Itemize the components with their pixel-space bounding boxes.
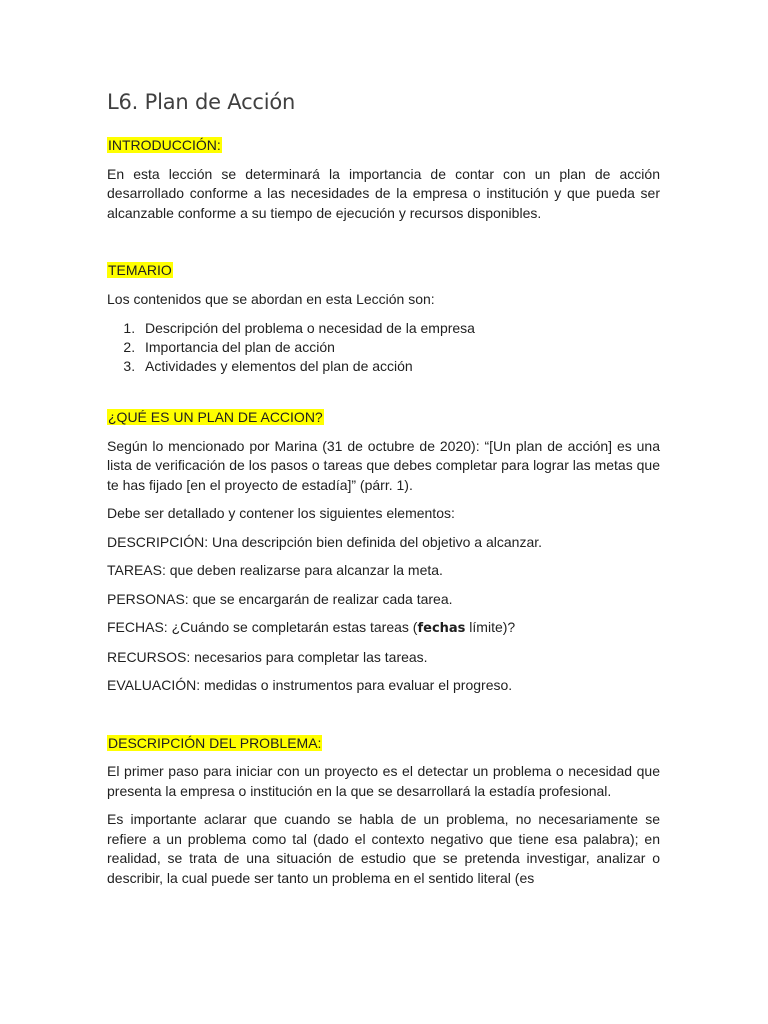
problema-paragraph-1: El primer paso para iniciar con un proyecto es el detectar un problema o necesidad que presenta la empresa o institución en la que se desarrollará la estadía profesional. (107, 763, 660, 799)
list-item: 3. Actividades y elementos del plan de acción (139, 357, 660, 376)
element-tareas: TAREAS: que deben realizarse para alcanzar la meta. (107, 562, 443, 578)
fechas-bold: fechas (417, 621, 466, 636)
que-es-quote: Según lo mencionado por Marina (31 de octubre de 2020): “[Un plan de acción] es una lista de verificación de los pasos o tareas que debes completar para lograr las metas que te has fijado [en el proyecto de estadía]” (párr. 1). (107, 437, 660, 493)
problema-heading (107, 734, 660, 754)
intro-paragraph: En esta lección se determinará la importancia de contar con un plan de acción desarrollado conforme a las necesidades de la empresa o institución y que pueda ser alcanzable conforme a su tiempo de ejecución y recursos disponibles. (107, 165, 660, 221)
que-es-heading (107, 408, 660, 428)
element-recursos: RECURSOS: necesarios para completar las tareas. (107, 648, 428, 665)
list-item: 2. Importancia del plan de acción (139, 338, 660, 357)
intro-heading (107, 136, 660, 156)
intro-heading-text: INTRODUCCIÓN: (108, 137, 221, 153)
temario-heading (107, 261, 660, 281)
document-body (107, 136, 660, 888)
que-es-lead: Debe ser detallado y contener los siguientes elementos: (107, 505, 455, 521)
temario-heading-text: TEMARIO (108, 262, 172, 278)
page-title: L6. Plan de Acción (107, 90, 296, 114)
temario-list (107, 319, 660, 376)
element-evaluacion: EVALUACIÓN: medidas o instrumentos para evaluar el progreso. (107, 677, 513, 693)
element-fechas (107, 618, 660, 639)
que-es-heading-text: ¿QUÉ ES UN PLAN DE ACCION? (108, 409, 323, 425)
temario-lead: Los contenidos que se abordan en esta Lección son: (107, 290, 435, 307)
list-item: 1. Descripción del problema o necesidad de la empresa (139, 319, 660, 338)
element-personas: PERSONAS: que se encargarán de realizar cada tarea. (107, 590, 453, 607)
fechas-post: límite)? (465, 619, 516, 635)
fechas-pre: FECHAS: ¿Cuándo se completarán estas tareas ( (107, 619, 418, 635)
problema-heading-text: DESCRIPCIÓN DEL PROBLEMA: (108, 734, 322, 751)
problema-paragraph-2: Es importante aclarar que cuando se habla de un problema, no necesariamente se refiere a un problema como tal (dado el contexto negativo que tiene esa palabra); en realidad, se trata de una situación de estudio que se pretenda investigar, analizar o describir, la cual puede ser tanto un problema en el sentido literal (es (107, 811, 660, 886)
element-descripcion: DESCRIPCIÓN: Una descripción bien definida del objetivo a alcanzar. (107, 533, 543, 550)
